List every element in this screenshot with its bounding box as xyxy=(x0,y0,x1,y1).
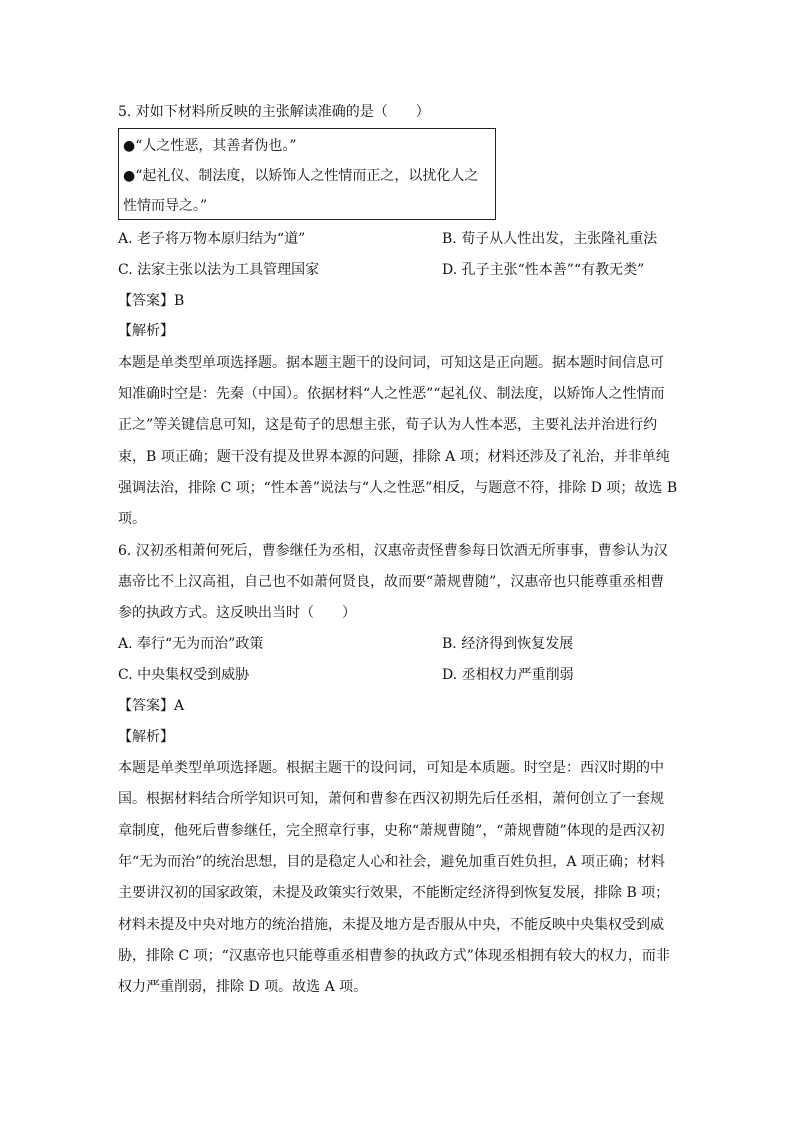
q6-analysis-line: 胁，排除 C 项；“汉惠帝也只能尊重丞相曹参的执政方式”体现丞相拥有较大的权力，而非 xyxy=(118,948,670,964)
q5-analysis-line: 本题是单类型单项选择题。据本题主题干的设问词，可知这是正向题。据本题时间信息可 xyxy=(118,355,664,371)
q5-analysis-line: 正之”等关键信息可知，这是荀子的思想主张，荀子认为人性本恶，主要礼法并治进行约 xyxy=(118,417,658,433)
q6-stem-line: 惠帝比不上汉高祖，自己也不如萧何贤良，故而要“萧规曹随”，汉惠帝也只能尊重丞相曹 xyxy=(118,574,665,590)
q5-option-d[interactable]: D. 孔子主张“性本善”“有教无类” xyxy=(442,262,645,278)
q5-answer: 【答案】B xyxy=(118,293,185,309)
q5-analysis-line: 项。 xyxy=(118,511,146,527)
q5-analysis-label: 【解析】 xyxy=(118,323,174,339)
q5-option-b[interactable]: B. 荀子从人性出发，主张隆礼重法 xyxy=(442,231,658,247)
q5-material-line-2: ●“起礼仪、制法度，以矫饰人之性情而正之，以扰化人之 xyxy=(123,168,479,184)
q5-material-line-3: 性情而导之。” xyxy=(123,198,208,214)
q6-analysis-line: 国。根据材料结合所学知识可知，萧何和曹参在西汉初期先后任丞相，萧何创立了一套规 xyxy=(118,791,664,807)
q6-analysis-line: 本题是单类型单项选择题。根据主题干的设问词，可知是本质题。时空是：西汉时期的中 xyxy=(118,760,664,776)
q5-material-box xyxy=(118,128,496,220)
q6-option-c[interactable]: C. 中央集权受到威胁 xyxy=(118,667,250,683)
q5-material-line-1: ●“人之性恶，其善者伪也。” xyxy=(123,138,297,154)
q6-answer: 【答案】A xyxy=(118,698,185,714)
q5-option-a[interactable]: A. 老子将万物本原归结为“道” xyxy=(118,231,306,247)
q6-option-a[interactable]: A. 奉行“无为而治”政策 xyxy=(118,636,264,652)
q5-analysis-line: 束，B 项正确；题干没有提及世界本源的问题，排除 A 项；材料还涉及了礼治，并非单纯 xyxy=(118,449,670,465)
q6-analysis-line: 材料未提及中央对地方的统治措施，未提及地方是否服从中央，不能反映中央集权受到威 xyxy=(118,917,664,933)
q5-analysis-line: 强调法治，排除 C 项；“性本善”说法与“人之性恶”相反，与题意不符，排除 D 项；故选 B xyxy=(118,480,678,496)
q6-stem-line: 参的执政方式。这反映出当时（ ） xyxy=(118,605,356,621)
q6-analysis-line: 主要讲汉初的国家政策，未提及政策实行效果，不能断定经济得到恢复发展，排除 B 项； xyxy=(118,885,670,901)
q6-analysis-label: 【解析】 xyxy=(118,729,174,745)
q5-stem: 5. 对如下材料所反映的主张解读准确的是（ ） xyxy=(118,104,430,120)
q5-analysis-line: 知准确时空是：先秦（中国）。依据材料“人之性恶”“起礼仪、制法度，以矫饰人之性情而 xyxy=(118,386,665,402)
q6-analysis-line: 权力严重削弱，排除 D 项。故选 A 项。 xyxy=(118,979,368,995)
q6-analysis-line: 章制度，他死后曹参继任，完全照章行事，史称“萧规曹随”，“萧规曹随”体现的是西汉初 xyxy=(118,823,665,839)
q6-option-b[interactable]: B. 经济得到恢复发展 xyxy=(442,636,574,652)
q5-option-c[interactable]: C. 法家主张以法为工具管理国家 xyxy=(118,262,320,278)
q6-analysis-line: 年“无为而治”的统治思想，目的是稳定人心和社会，避免加重百姓负担，A 项正确；材料 xyxy=(118,854,665,870)
q6-option-d[interactable]: D. 丞相权力严重削弱 xyxy=(442,667,574,683)
q6-stem-line: 6. 汉初丞相萧何死后，曹参继任为丞相，汉惠帝责怪曹参每日饮酒无所事事，曹参认为汉 xyxy=(118,543,668,559)
